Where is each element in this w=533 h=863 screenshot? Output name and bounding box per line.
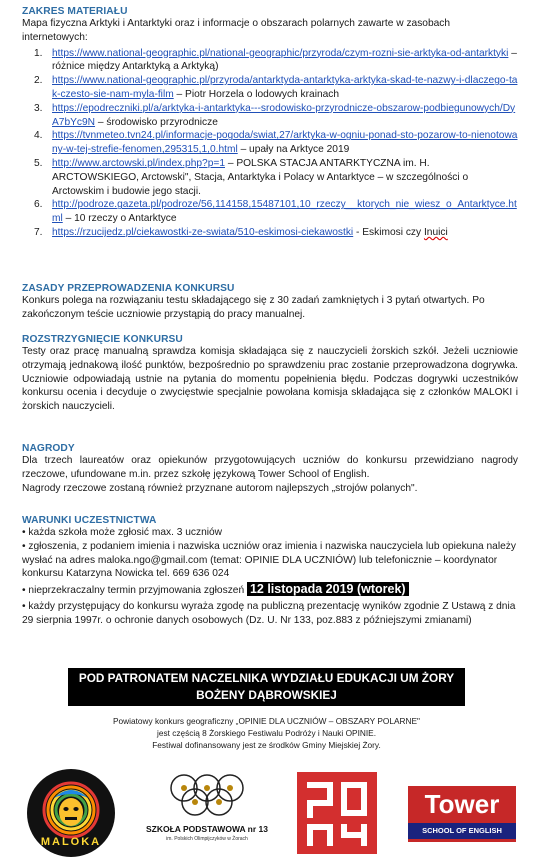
zasady-text: Konkurs polega na rozwiązaniu testu składającego się z 30 zadań zamkniętych i 3 pytań otwartych. Po zakończonym teście uczniowie przystąpią do pracy manualnej. <box>22 295 485 320</box>
list-item: 1. https://www.national-geographic.pl/national-geographic/przyroda/czym-rozni-sie-arktyka-od-antarktyki – różnice między Antarktyką a Arktyką) <box>34 47 517 73</box>
maloka-logo-text: MALOKA <box>40 836 102 848</box>
zory-logo-icon <box>297 772 377 854</box>
section-zasady <box>22 283 518 322</box>
school-logo-subtitle: im. Polskich Olimpijczyków w Żorach <box>166 836 248 842</box>
source-link[interactable]: https://tvnmeteo.tvn24.pl/informacje-pogoda/swiat,27/arktyka-w-ogniu-ponad-sto-pozarow-to-nienotowany-w-tej-strefie-fenomen,295315,1,0.html <box>52 130 518 156</box>
warunki-bullet-4: • każdy przystępujący do konkursu wyraża zgodę na publiczną prezentację wyników zgodnie Z Ustawą z dnia 29 sierpnia 1997r. o ochronie danych osobowych (Dz. U. Nr 133, poz.883 z późniejszymi zmianami) <box>22 600 516 626</box>
heading-rozstrzygniecie: ROZSTRZYGNIĘCIE KONKURSU <box>22 334 183 345</box>
patronage-line-1: POD PATRONATEM NACZELNIKA WYDZIAŁU EDUKACJI UM ŻORY <box>78 671 455 685</box>
tower-logo <box>408 786 516 842</box>
school-logo-name: SZKOŁA PODSTAWOWA nr 13 <box>146 824 268 834</box>
source-link[interactable]: https://rzucijedz.pl/ciekawostki-ze-swiata/510-eskimosi-ciekawostki <box>52 226 354 238</box>
maloka-logo <box>26 768 116 858</box>
patronage-banner <box>68 668 465 706</box>
section-zakres <box>22 6 518 240</box>
list-item: 2. https://www.national-geographic.pl/przyroda/antarktyda-antarktyka-arktyka-skad-te-nazwy-i-dlaczego-tak-czesto-sie-nam-myla-film – Piotr Horzela o lodowych krainach <box>34 75 518 100</box>
heading-zakres: ZAKRES MATERIAŁU <box>22 6 128 17</box>
footer-line-3: Festiwal dofinansowany jest ze środków Gminy Miejskiej Żory. <box>152 740 381 750</box>
source-link[interactable]: https://epodreczniki.pl/a/arktyka-i-antarktyka---srodowisko-przyrodnicze-obszarow-podbiegunowych/DyA7bYc9N <box>52 102 516 128</box>
warunki-bullet-1: • każda szkoła może zgłosić max. 3 uczniów <box>22 527 223 538</box>
footer-line-1: Powiatowy konkurs geograficzny „OPINIE DLA UCZNIÓW – OBSZARY POLARNE" <box>113 716 420 726</box>
warunki-bullet-2: • zgłoszenia, z podaniem imienia i nazwiska uczniów oraz imienia i nazwiska nauczyciela lub opiekuna należy wysłać na adres maloka.ngo@gmail.com (temat: OPINIE DLA UCZNIÓW) lub telefonicznie – koordynator konkursu Katarzyna Nowicka tel. 669 636 024 <box>22 540 516 580</box>
list-item: 6. http://podroze.gazeta.pl/podroze/56,114158,15487101,10_rzeczy__ktorych_nie_wiesz_o_Antarktyce.html – 10 rzeczy o Antarktyce <box>34 199 517 225</box>
source-link[interactable]: https://www.national-geographic.pl/national-geographic/przyroda/czym-rozni-sie-arktyka-od-antarktyki <box>52 47 509 59</box>
footer-note <box>40 715 493 751</box>
olympic-rings-icon <box>132 770 282 830</box>
school-logo <box>132 770 282 860</box>
section-warunki <box>22 515 518 628</box>
zory-logo <box>297 772 377 854</box>
section-nagrody <box>22 443 518 495</box>
heading-warunki: WARUNKI UCZESTNICTWA <box>22 515 157 526</box>
list-item: 4. https://tvnmeteo.tvn24.pl/informacje-pogoda/swiat,27/arktyka-w-ogniu-ponad-sto-pozarow-to-nienotowany-w-tej-strefie-fenomen,295315,1,0.html – upały na Arktyce 2019 <box>34 130 518 156</box>
tower-logo-sub: SCHOOL OF ENGLISH <box>408 823 516 839</box>
list-item: 5. http://www.arctowski.pl/index.php?p=1 – POLSKA STACJA ANTARKTYCZNA im. H. ARCTOWSKIEGO, Arctowski", Stacja, Antarktyka i Polacy w Antarktyce – w szczególności o Arctowskim i budowie jego stacji. <box>34 157 469 197</box>
list-item: 7. https://rzucijedz.pl/ciekawostki-ze-swiata/510-eskimosi-ciekawostki - Eskimosi czy Inuici <box>34 226 448 238</box>
footer-line-2: jest częścią 8 Żorskiego Festiwalu Podróży i Nauki OPINIE. <box>156 728 377 738</box>
deadline-date: 12 listopada 2019 (wtorek) <box>247 582 409 596</box>
list-item: 3. https://epodreczniki.pl/a/arktyka-i-antarktyka---srodowisko-przyrodnicze-obszarow-podbiegunowych/DyA7bYc9N – środowisko przyrodnicze <box>34 102 516 128</box>
section-rozstrzygniecie <box>22 334 518 414</box>
rozstrzygniecie-text: Testy oraz pracę manualną sprawdza komisja składająca się z nauczycieli żorskich szkół. Jeżeli uczniowie otrzymają jednakową ilość punktów, bezpośrednio po sprawdzeniu prac zostanie przeprowadzona dogrywka. Uczniowie odpowiadają ustnie na pytania do momentu popełnienia błędu. Podczas dogrywki uczestników konkursu ocenia i decyduje o zwycięstwie specjalnie powołana komisja składająca się z członków MALOKI i żorskich nauczycieli. <box>22 346 518 413</box>
source-link[interactable]: https://www.national-geographic.pl/przyroda/antarktyda-antarktyka-arktyka-skad-te-nazwy-i-dlaczego-tak-czesto-sie-nam-myla-film <box>52 75 518 100</box>
heading-zasady: ZASADY PRZEPROWADZENIA KONKURSU <box>22 283 235 294</box>
nagrody-text-1: Dla trzech laureatów oraz opiekunów przygotowujących uczniów do konkursu przewidziano nagrody rzeczowe, ufundowane m.in. przez szkołę językową Tower School of English. <box>22 455 518 480</box>
heading-nagrody: NAGRODY <box>22 443 75 454</box>
source-link[interactable]: http://www.arctowski.pl/index.php?p=1 <box>52 157 225 169</box>
zakres-intro: Mapa fizyczna Arktyki i Antarktyki oraz i informacje o obszarach polarnych zawarte w zasobach internetowych: <box>22 18 451 43</box>
source-list <box>22 47 518 240</box>
nagrody-text-2: Nagrody rzeczowe zostaną również przyznane autorom najlepszych „strojów polanych". <box>22 482 418 494</box>
patronage-line-2: BOŻENY DĄBROWSKIEJ <box>196 688 337 702</box>
tower-logo-main: Tower <box>424 789 500 819</box>
warunki-bullet-3: • nieprzekraczalny termin przyjmowania zgłoszeń 12 listopada 2019 (wtorek) <box>22 583 518 598</box>
source-link[interactable]: http://podroze.gazeta.pl/podroze/56,114158,15487101,10_rzeczy__ktorych_nie_wiesz_o_Antarktyce.html <box>52 199 517 225</box>
